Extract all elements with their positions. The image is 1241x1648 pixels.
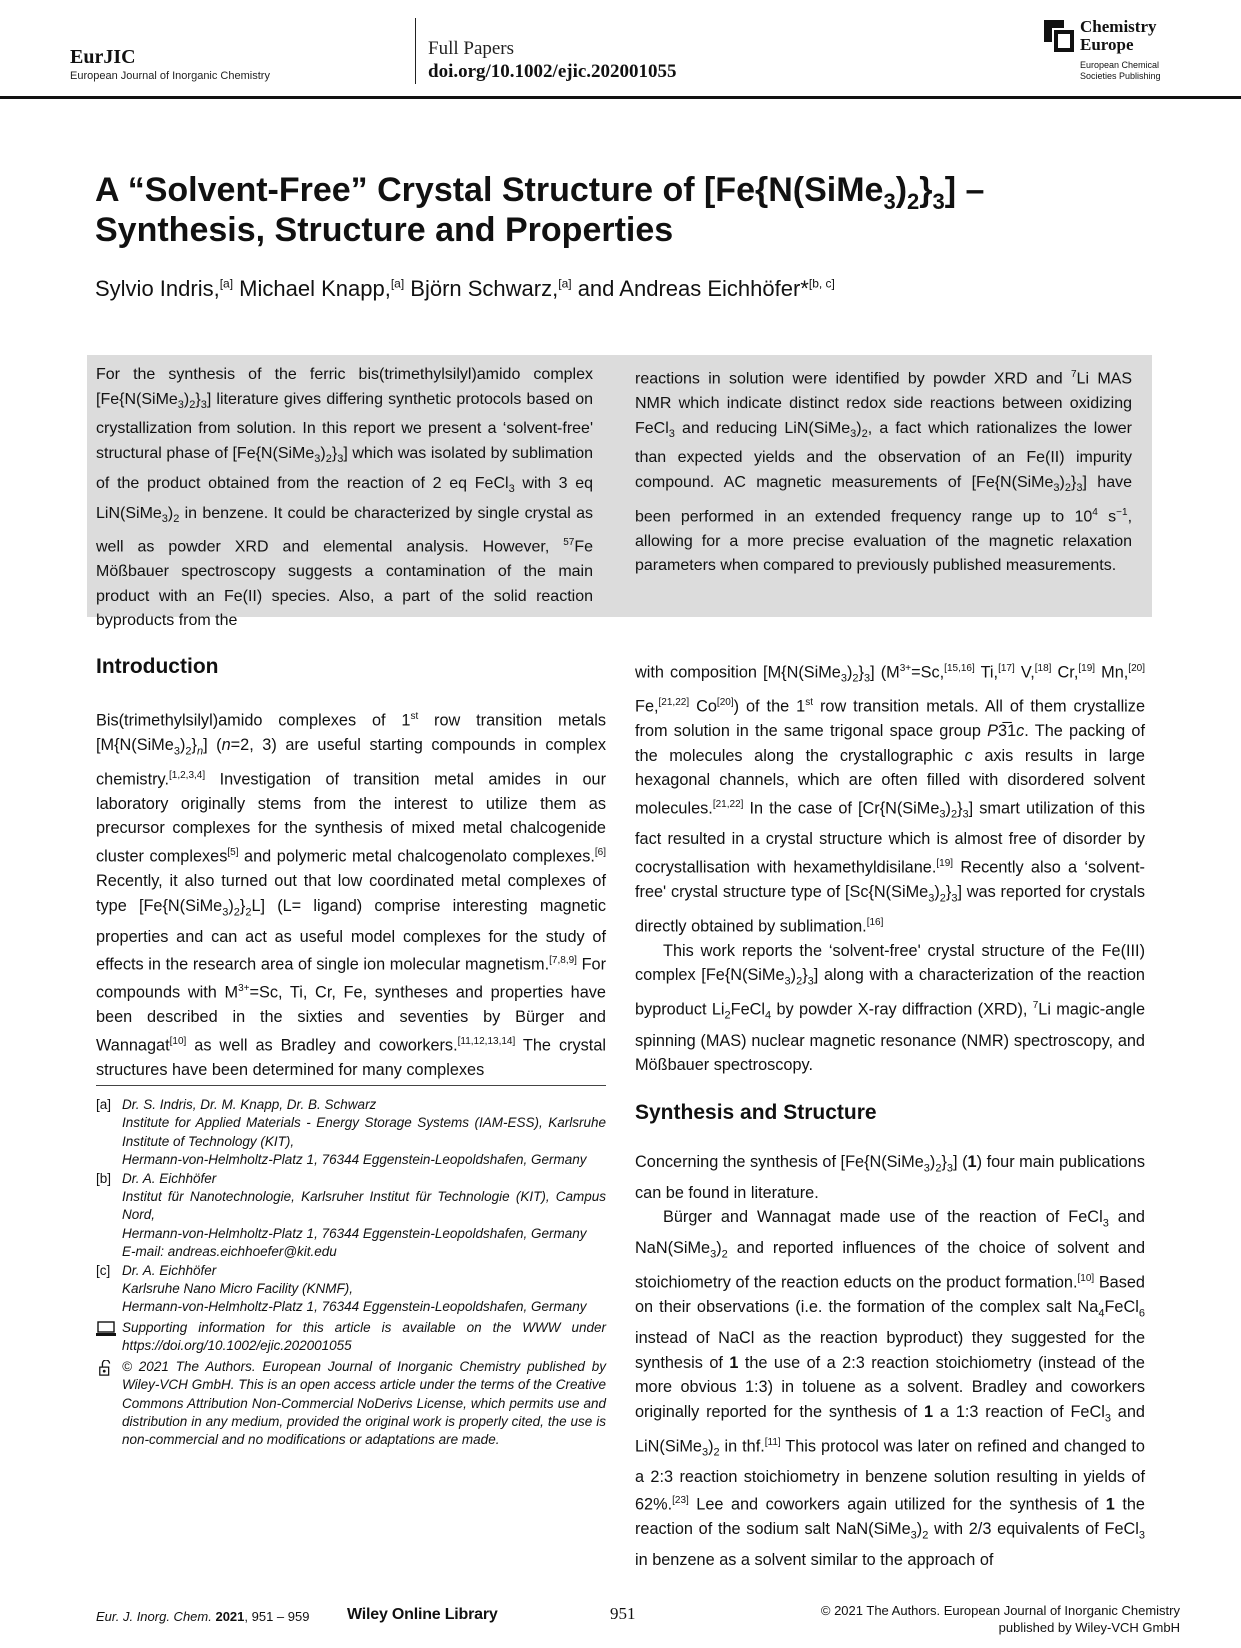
- author-list: Sylvio Indris,[a] Michael Knapp,[a] Björn Schwarz,[a] and Andreas Eichhöfer*[b, c]: [95, 276, 835, 301]
- abstract-text-right: reactions in solution were identified by powder XRD and $^7$Li MAS NMR which indicate distinct redox side reactions between oxidizing FeCl$_3$ and reducing $LiN(SiMe_3)_2$, a fact which rationalizes the lower than expected yields and the observation of an Fe(II) impurity compound. AC magnetic measurements of $[Fe\{N(SiMe_3)_2\}_3]$ have been performed in an extended frequency range up to $10^4$ $s^{-1}$, allowing for a more precise evaluation of the magnetic relaxation parameters when compared to previously published measurements.: [635, 369, 1133, 575]
- footer-citation-journal: Eur. J. Inorg. Chem.: [96, 1609, 212, 1624]
- title-line-2: Synthesis, Structure and Properties: [95, 211, 674, 249]
- publisher-logo-text: [1080, 18, 1156, 54]
- affiliation-b-address: Hermann-von-Helmholtz-Platz 1, 76344 Eggenstein-Leopoldshafen, Germany: [122, 1225, 587, 1241]
- article-doi[interactable]: doi.org/10.1002/ejic.202001055: [428, 61, 677, 82]
- publisher-sub-line-2: Societies Publishing: [1080, 71, 1161, 81]
- affiliation-c-names: Dr. A. Eichhöfer: [122, 1262, 217, 1278]
- article-title: [95, 170, 1175, 250]
- article-section: Full Papers: [428, 38, 515, 59]
- affiliation-c-label: [c]: [96, 1262, 111, 1278]
- footnote-rule: [96, 1085, 606, 1086]
- introduction-text: Bis(trimethylsilyl)amido complexes of 1st row transition metals $[M\{N(SiMe_3)_2\}_n]$ (n=2, 3) are useful starting compounds in complex chemistry.[1,2,3,4] Investigation of transition metal amides in our laboratory originally stems from the interest to utilize them as precursor complexes for the synthesis of mixed metal chalcogenide cluster complexes[5] and polymeric metal chalcogenolato complexes.[6] Recently, it also turned out that low coordinated metal complexes of type $[Fe\{N(SiMe_3)_2\}_2L]$ (L= ligand) comprise interesting magnetic properties and can act as useful model complexes for the study of effects in the research area of single ion molecular magnetism.[7,8,9] For compounds with $M^{3+}=Sc$, Ti, Cr, Fe, syntheses and properties have been described in the sixties and seventies by Bürger and Wannagat[10] as well as Bradley and coworkers.[11,12,13,14] The crystal structures have been determined for many complexes: [96, 711, 607, 1079]
- publisher-line-2: Europe: [1080, 35, 1134, 54]
- abstract-text-left: For the synthesis of the ferric bis(trimethylsilyl)amido complex $[Fe\{N(SiMe_3)_2\}_3]$ literature gives differing synthetic protocols based on crystallization from solution. In this report we present a ‘solvent-free' structural phase of $[Fe\{N(SiMe_3)_2\}_3]$ which was isolated by sublimation of the product obtained from the reaction of 2 eq FeCl$_3$ with 3 eq $LiN(SiMe_3)_2$ in benzene. It could be characterized by single crystal as well as powder XRD and elemental analysis. However, $^{57}$Fe Mößbauer spectroscopy suggests a contamination of the main product with an Fe(II) species. Also, a part of the solid reaction byproducts from the: [96, 366, 594, 630]
- license-text: © 2021 The Authors. European Journal of Inorganic Chemistry published by Wiley-VCH GmbH. This is an open access article under the terms of the Creative Commons Attribution Non-Commercial NoDerivs License, which permits use and distribution in any medium, provided the original work is properly cited, the use is non-commercial and no modifications or adaptations are made.: [122, 1358, 606, 1448]
- section-heading-synthesis: Synthesis and Structure: [635, 1101, 877, 1124]
- computer-icon: [96, 1321, 116, 1337]
- affiliation-b-email[interactable]: E-mail: andreas.eichhoefer@kit.edu: [122, 1244, 337, 1260]
- supporting-info-text[interactable]: Supporting information for this article is available on the WWW under https://doi.org/10.1002/ejic.202001055: [122, 1319, 606, 1354]
- affiliation-c-institute: Karlsruhe Nano Micro Facility (KNMF),: [122, 1281, 354, 1297]
- publisher-sub-line-1: European Chemical: [1080, 60, 1160, 70]
- synthesis-text: Concerning the synthesis of $[Fe\{N(SiMe_3)_2\}_3]$ (1) four main publications can be found in literature. Bürger and Wannagat made use of the reaction of FeCl$_3$ and $NaN(SiMe_3)_2$ and reported influences of the choice of solvent and stoichiometry of the reaction educts on the product formation.[10] Based on their observations (i.e. the formation of the complex salt $Na_4FeCl_6$ instead of NaCl as the reaction byproduct) they suggested for the synthesis of 1 the use of a 2:3 reaction stoichiometry (instead of the more obvious 1:3) in toluene as a solvent. Bradley and coworkers originally reported for the synthesis of 1 a 1:3 reaction of FeCl$_3$ and $LiN(SiMe_3)_2$ in thf.[11] This protocol was later on refined and changed to a 2:3 reaction stoichiometry in benzene solution resulting in yields of 62%.[23] Lee and coworkers again utilized for the synthesis of 1 the reaction of the sodium salt $NaN(SiMe_3)_2$ with 2/3 equivalents of FeCl$_3$ in benzene as a solvent similar to the approach of: [635, 1153, 1145, 1570]
- footer-citation-pages: , 951 – 959: [244, 1609, 310, 1624]
- title-line-1: A “Solvent-Free” Crystal Structure of $[Fe\{N(SiMe_3)_2\}_3]$ –: [95, 171, 985, 214]
- publisher-line-1: Chemistry: [1080, 17, 1157, 36]
- affiliation-b: [96, 1170, 606, 1262]
- affiliation-a-address: Hermann-von-Helmholtz-Platz 1, 76344 Eggenstein-Leopoldshafen, Germany: [122, 1152, 587, 1168]
- introduction-text-continued: with composition $[M\{N(SiMe_3)_2\}_3]$ ($M^{3+}=Sc,[15,16]$ Ti,[17] V,[18] Cr,[19] Mn,[20] Fe,[21,22] Co[20]) of the 1st row transition metals. All of them crystallize from solution in the same trigonal space group P3̅1c. The packing of the molecules along the crystallographic c axis results in large hexagonal channels, which are often filled with disordered solvent molecules.[21,22] In the case of $[Cr\{N(SiMe_3)_2\}_3]$ smart utilization of this fact resulted in a crystal structure which is almost free of disorder by cocrystallisation with hexamethyldisilane.[19] Recently also a ‘solvent-free' crystal structure type of $[Sc\{N(SiMe_3)_2\}_3]$ was reported for crystals directly obtained by sublimation.[16] This work reports the ‘solvent-free' crystal structure of the Fe(III) complex $[Fe\{N(SiMe_3)_2\}_3]$ along with a characterization of the reaction byproduct $Li_2FeCl_4$ by powder X-ray diffraction (XRD), $^7$Li magic-angle spinning (MAS) nuclear magnetic resonance (NMR) spectroscopy, and Mößbauer spectroscopy.: [635, 663, 1145, 1075]
- footer-citation: [96, 1609, 309, 1624]
- header-divider: [415, 18, 416, 84]
- affiliation-c: [96, 1262, 606, 1317]
- journal-full-name: European Journal of Inorganic Chemistry: [70, 70, 270, 82]
- affiliation-a-names: Dr. S. Indris, Dr. M. Knapp, Dr. B. Schwarz: [122, 1097, 377, 1112]
- affiliations: [96, 1096, 606, 1450]
- affiliation-a-label: [a]: [96, 1097, 112, 1112]
- footer-citation-year: 2021: [215, 1609, 245, 1624]
- footer-copyright-line-1: © 2021 The Authors. European Journal of Inorganic Chemistry: [820, 1603, 1180, 1618]
- affiliation-b-label: [b]: [96, 1170, 112, 1186]
- publisher-subtitle: [1080, 60, 1161, 82]
- affiliation-b-names: Dr. A. Eichhöfer: [122, 1170, 217, 1186]
- page-number: 951: [610, 1604, 636, 1623]
- open-access-lock-icon: [96, 1360, 116, 1376]
- wiley-online-library-logo: Wiley Online Library: [347, 1606, 498, 1623]
- affiliation-b-institute: Institut für Nanotechnologie, Karlsruher Institut für Technologie (KIT), Campus Nord,: [122, 1189, 606, 1223]
- license-note: [96, 1358, 606, 1450]
- section-heading-introduction: Introduction: [96, 655, 219, 678]
- chemistry-europe-logo-icon: [1044, 20, 1074, 52]
- supporting-info-note: [96, 1319, 606, 1356]
- affiliation-c-address: Hermann-von-Helmholtz-Platz 1, 76344 Eggenstein-Leopoldshafen, Germany: [122, 1299, 587, 1315]
- affiliation-a-institute: Institute for Applied Materials - Energy Storage Systems (IAM-ESS), Karlsruhe Institute of Technology (KIT),: [122, 1115, 606, 1149]
- affiliation-a: [96, 1096, 606, 1170]
- footer-copyright: [740, 1602, 1180, 1636]
- footer-copyright-line-2: published by Wiley-VCH GmbH: [998, 1620, 1180, 1635]
- journal-abbrev: EurJIC: [70, 46, 136, 68]
- header-rule: [0, 96, 1241, 99]
